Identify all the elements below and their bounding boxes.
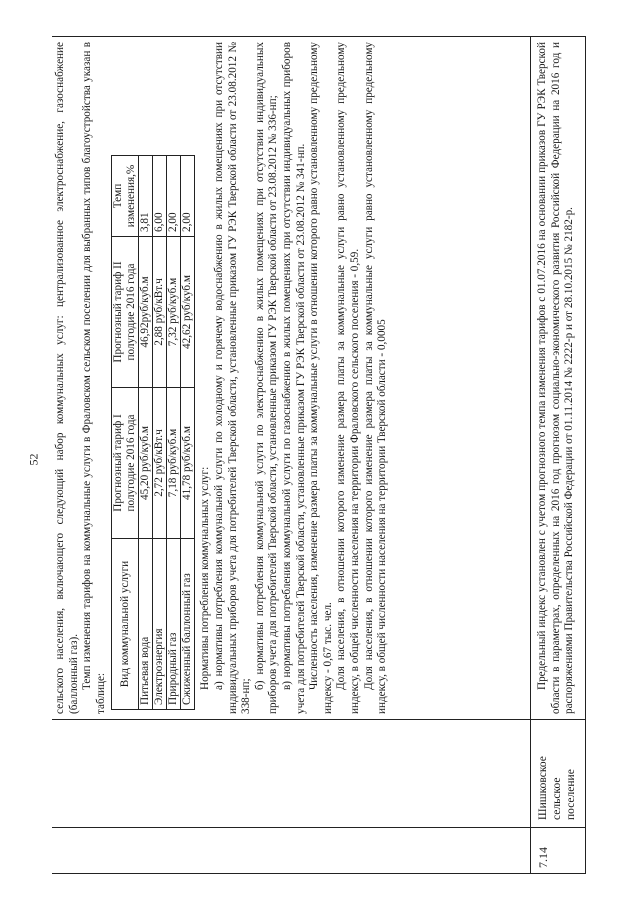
table-cell: 3,81 bbox=[139, 156, 153, 237]
index-paragraph: Предельный индекс установлен с учетом прогнозного темпа изменения тарифов с 01.07.2016 на основании приказов ГУ РЭК Тверской области в параметрах, определенных на 2016 год прогнозом социально-экономического развития Российской Федерации на 2016 год и распоряжениями Правительства Российской Федерации от 01.11.2014 № 2222-р и от 28.10.2015 № 2182-р. bbox=[536, 42, 576, 714]
table-border-bottom bbox=[585, 36, 586, 874]
table-cell: 7,18 руб/куб.м bbox=[167, 388, 181, 539]
norms-heading: Нормативы потребления коммунальных услуг: bbox=[199, 466, 212, 690]
settlement-name: Шишковское сельское поселение bbox=[537, 756, 577, 820]
table-cell: 42,62 руб/куб.м bbox=[181, 237, 195, 388]
table-border-col1 bbox=[52, 827, 586, 828]
table-header: Темп изменения,% bbox=[112, 156, 139, 237]
intro-paragraph: Темп изменения тарифов на коммунальные услуги в Фраловском сельском поселении для выбранных типов благоустройства указан в таблице: bbox=[81, 42, 107, 714]
table-cell: 2,00 bbox=[167, 156, 181, 237]
table-cell: 41,78 руб/куб.м bbox=[181, 388, 195, 539]
tariff-table bbox=[111, 155, 195, 710]
page-number: 52 bbox=[26, 453, 41, 466]
stats-paragraph: Численность населения, изменение размера платы за коммунальные услуги в отношении которого равно установленному предельному индексу - 0,67 тыс. чел. bbox=[308, 42, 334, 714]
stats-paragraph: Доля населения, в отношении которого изменение размера платы за коммунальные услуги равно установленному предельному индексу, в общей численности населения на территории Тверской области - 0,0005 bbox=[362, 42, 389, 714]
table-cell: Сжиженный баллонный газ bbox=[181, 539, 195, 710]
table-header: Прогнозный тариф II полугодие 2016 года bbox=[112, 237, 139, 388]
table-cell: 45,20 руб/куб.м bbox=[139, 388, 153, 539]
table-border-left bbox=[52, 873, 586, 874]
table-row bbox=[167, 156, 181, 710]
row-divider bbox=[530, 36, 531, 874]
stats-paragraph: Доля населения, в отношении которого изменение размера платы за коммунальные услуги равно установленному предельному индексу, в общей численности населения на территории Фраловского сельского поселения - 0,59. bbox=[335, 42, 361, 714]
table-border-right bbox=[52, 36, 586, 37]
row-content-prev bbox=[54, 42, 390, 714]
table-cell: 46,92руб/куб.м bbox=[139, 237, 153, 388]
table-header: Вид коммунальной услуги bbox=[112, 539, 139, 710]
table-header: Прогнозный тариф I полугодие 2016 года bbox=[112, 388, 139, 539]
row-content-714 bbox=[536, 42, 577, 714]
row-number: 7.14 bbox=[536, 847, 550, 868]
table-header-row bbox=[112, 156, 139, 710]
norms-item: в) нормативы потребления коммунальной услуги по газоснабжению в жилых помещениях при отсутствии индивидуальных приборов учета для потребителей Тверской области, установленные приказом ГУ РЭК Тверской области от 23.08.2012 № 341-нп. bbox=[280, 42, 307, 714]
table-border-col2 bbox=[52, 719, 586, 720]
table-cell: 7,32 руб/куб.м bbox=[167, 237, 181, 388]
table-cell: Электроэнергия bbox=[153, 539, 167, 710]
norms-item: б) нормативы потребления коммунальной услуги по электроснабжению в жилых помещениях при отсутствии индивидуальных приборов учета для потребителей Тверской области, установленные приказом ГУ РЭК Тверской области от 23.08.2012 № 336-нп; bbox=[253, 42, 280, 714]
table-row bbox=[181, 156, 195, 710]
table-cell: Природный газ bbox=[167, 539, 181, 710]
table-cell: 2,88 руб/кВт.ч bbox=[153, 237, 167, 388]
table-cell: 2,00 bbox=[181, 156, 195, 237]
table-cell: 6,00 bbox=[153, 156, 167, 237]
table-row bbox=[139, 156, 153, 710]
document-sheet bbox=[52, 36, 586, 874]
table-cell: Питьевая вода bbox=[139, 539, 153, 710]
table-cell: 2,72 руб/кВт.ч bbox=[153, 388, 167, 539]
table-row bbox=[153, 156, 167, 710]
norms-item: а) нормативы потребления коммунальной услуги по холодному и горячему водоснабжению в жилых помещениях при отсутствии индивидуальных приборов учета для потребителей Тверской области, установленные приказом ГУ РЭК Тверской области от 23.08.2012 № 338-нп; bbox=[212, 42, 253, 714]
intro-paragraph: сельского населения, включающего следующий набор коммунальных услуг: централизованное электроснабжение, газоснабжение (баллонный газ). bbox=[54, 42, 80, 714]
